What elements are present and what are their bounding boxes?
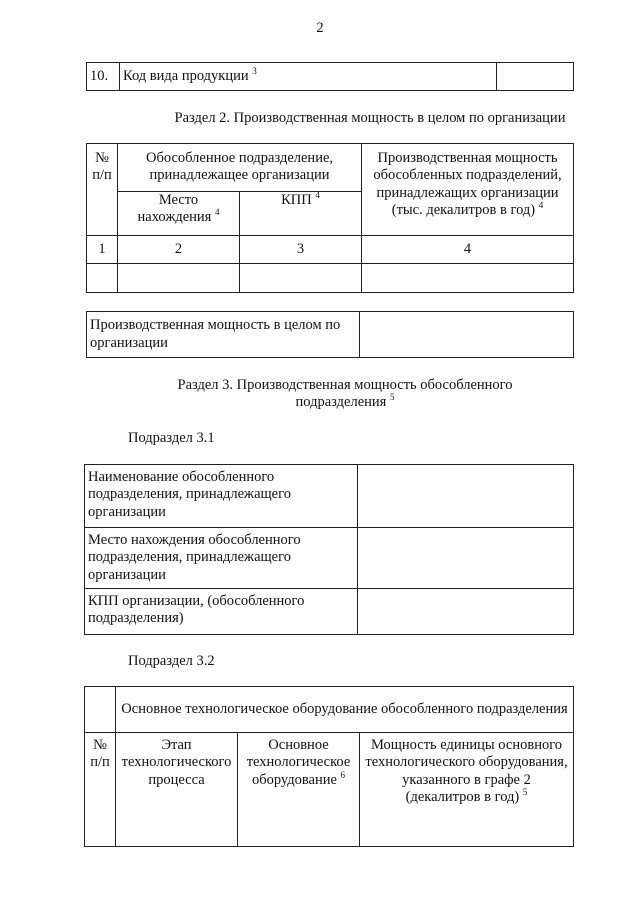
kpp-label: КПП организации, (обособленного подразделения) <box>85 589 358 635</box>
col-num-header: № п/п <box>87 144 118 236</box>
col-num-header: № п/п <box>85 733 116 847</box>
index-cell: 1 <box>87 236 118 264</box>
subsection-3-2-title: Подраздел 3.2 <box>128 653 215 669</box>
empty-cell[interactable] <box>87 264 118 293</box>
empty-cell[interactable] <box>118 264 240 293</box>
col-capacity-header: Производственная мощность обособленных подразделений, принадлежащих организации (тыс. декалитров в год) $^4$ <box>362 144 574 236</box>
section2-title: Раздел 2. Производственная мощность в целом по организации <box>174 110 566 126</box>
empty-cell[interactable] <box>362 264 574 293</box>
row-number: 10. <box>87 63 120 91</box>
section2-total-table <box>86 311 574 358</box>
index-cell: 4 <box>362 236 574 264</box>
section3-title: Раздел 3. Производственная мощность обособленного подразделения $^5$ <box>177 377 513 411</box>
equipment-group-header: Основное технологическое оборудование обособленного подразделения <box>116 687 574 733</box>
section2-table <box>86 143 574 293</box>
subdivision-location-label: Место нахождения обособленного подразделения, принадлежащего организации <box>85 528 358 589</box>
subsection-3-1-title: Подраздел 3.1 <box>128 430 215 446</box>
col-equipment-header: Основное технологическое оборудование $^6$ <box>238 733 360 847</box>
kpp-value[interactable] <box>358 589 574 635</box>
col-subdivision-header: Обособленное подразделение, принадлежащее организации <box>118 144 362 192</box>
index-cell: 3 <box>240 236 362 264</box>
col-kpp-header: КПП $^4$ <box>240 192 362 236</box>
page-number: 2 <box>316 20 324 36</box>
total-capacity-label: Производственная мощность в целом по организации <box>87 312 360 358</box>
product-code-value[interactable] <box>497 63 574 91</box>
col-stage-header: Этап технологического процесса <box>116 733 238 847</box>
footnote-ref: 5 <box>522 787 528 798</box>
empty-cell <box>85 687 116 733</box>
footnote-ref: 4 <box>538 200 544 211</box>
subsection-3-1-table <box>84 464 574 635</box>
subsection-3-2-table <box>84 686 574 847</box>
col-location-header: Место нахождения $^4$ <box>118 192 240 236</box>
footnote-ref: 3 <box>252 65 257 76</box>
footnote-ref: 4 <box>315 190 320 201</box>
total-capacity-value[interactable] <box>360 312 574 358</box>
product-code-label: Код вида продукции $^3$ <box>120 63 497 91</box>
col-capacity-header: Мощность единицы основного технологического оборудования, указанного в графе 2 (декалитров в год) $^5$ <box>360 733 574 847</box>
product-code-table <box>86 62 574 91</box>
index-cell: 2 <box>118 236 240 264</box>
empty-cell[interactable] <box>240 264 362 293</box>
subdivision-name-label: Наименование обособленного подразделения, принадлежащего организации <box>85 465 358 528</box>
footnote-ref: 5 <box>389 392 395 403</box>
subdivision-location-value[interactable] <box>358 528 574 589</box>
footnote-ref: 4 <box>214 207 220 218</box>
footnote-ref: 6 <box>340 769 346 780</box>
subdivision-name-value[interactable] <box>358 465 574 528</box>
